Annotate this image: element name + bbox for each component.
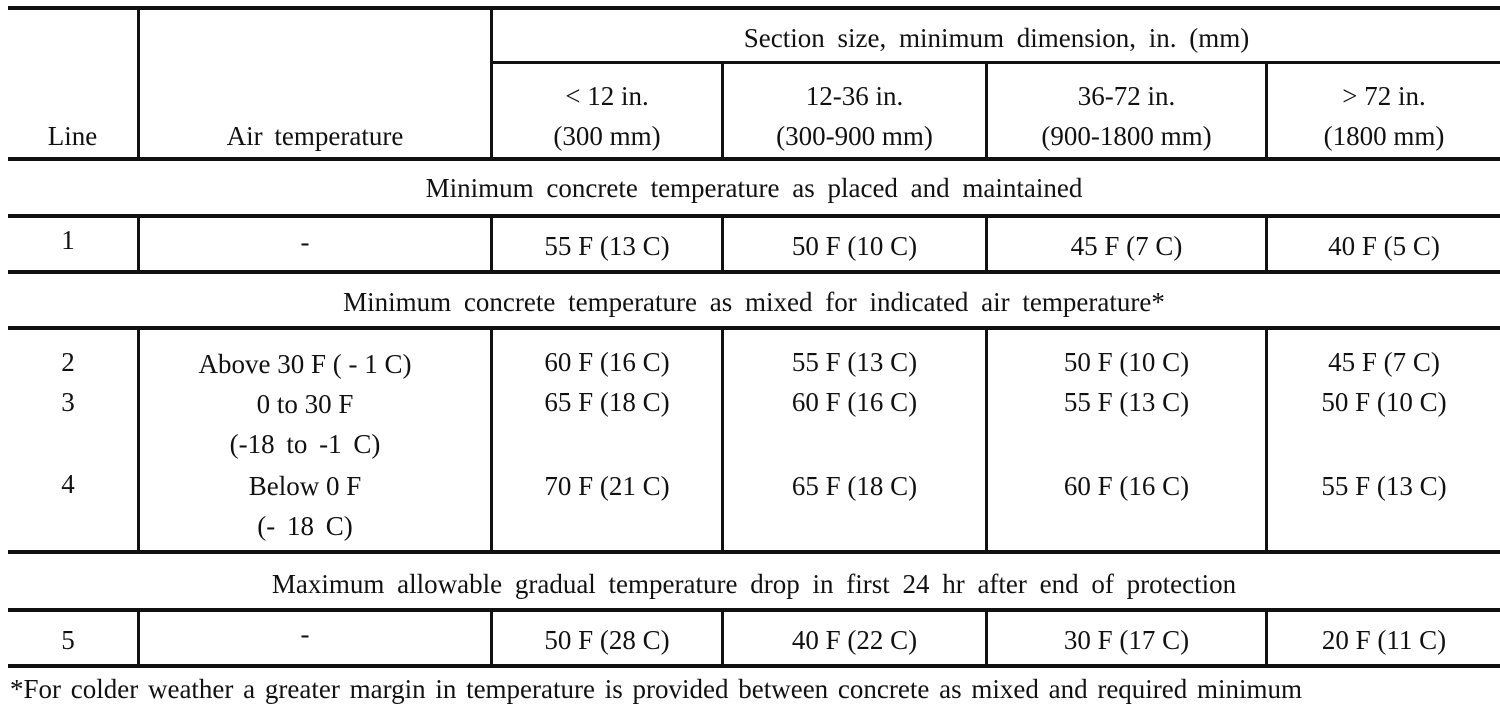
cell: 40 F (22 C) [791,625,918,655]
rule [8,550,1500,554]
cell: 55 F (13 C) [791,347,918,377]
air-temp: 0 to 30 F [256,389,354,419]
line-number: 5 [61,625,75,655]
cell: 30 F (17 C) [1063,625,1190,655]
air-temp: - [300,619,310,649]
air-temp-metric: (-18 to -1 C) [229,429,381,459]
line-number: 4 [61,469,75,499]
rule [8,157,1500,161]
col-header-l1: 12-36 in. [805,81,904,111]
col-header-l2: (1800 mm) [1323,121,1445,151]
cell: 50 F (28 C) [544,625,670,655]
col-header-l1: < 12 in. [565,81,649,111]
rule [8,6,1500,10]
cell: 55 F (13 C) [1321,471,1447,501]
air-temp: - [300,227,310,257]
section-title: Minimum concrete temperature as mixed for indicated air temperature* [343,287,1165,317]
cell: 20 F (11 C) [1321,625,1447,655]
cell: 55 F (13 C) [544,231,670,261]
header-air-temperature: Air temperature [226,121,404,151]
cell: 70 F (21 C) [544,471,670,501]
section-title: Minimum concrete temperature as placed and maintained [425,173,1083,203]
cell: 50 F (10 C) [791,231,918,261]
col-header-l2: (300-900 mm) [776,121,933,151]
header-section-size: Section size, minimum dimension, in. (mm) [743,23,1250,53]
air-temp: Above 30 F ( - 1 C) [198,349,412,379]
rule [8,326,1500,330]
cell: 60 F (16 C) [544,347,670,377]
cell: 50 F (10 C) [1321,387,1447,417]
rule [8,214,1500,218]
rule [8,270,1500,274]
cell: 60 F (16 C) [791,387,918,417]
rule [8,608,1500,612]
air-temp: Below 0 F [248,471,362,501]
air-temp-metric: (- 18 C) [257,511,353,541]
col-header-l2: (300 mm) [553,121,661,151]
col-header-l1: 36-72 in. [1077,81,1176,111]
rule [8,664,1500,668]
line-number: 1 [61,225,75,255]
cell: 55 F (13 C) [1063,387,1190,417]
line-number: 2 [61,347,75,377]
cell: 50 F (10 C) [1063,347,1190,377]
cell: 60 F (16 C) [1063,471,1190,501]
section-title: Maximum allowable gradual temperature drop in first 24 hr after end of protection [271,569,1237,599]
cell: 65 F (18 C) [544,387,670,417]
header-line: Line [47,121,98,151]
col-header-l1: > 72 in. [1342,81,1426,111]
line-number: 3 [61,387,75,417]
cell: 65 F (18 C) [791,471,918,501]
rule [491,61,1500,64]
footnote: *For colder weather a greater margin in temperature is provided between concrete as mixed and required minimum [10,674,1303,704]
cell: 45 F (7 C) [1070,231,1183,261]
col-header-l2: (900-1800 mm) [1041,121,1212,151]
cell: 45 F (7 C) [1328,347,1440,377]
cell: 40 F (5 C) [1328,231,1440,261]
